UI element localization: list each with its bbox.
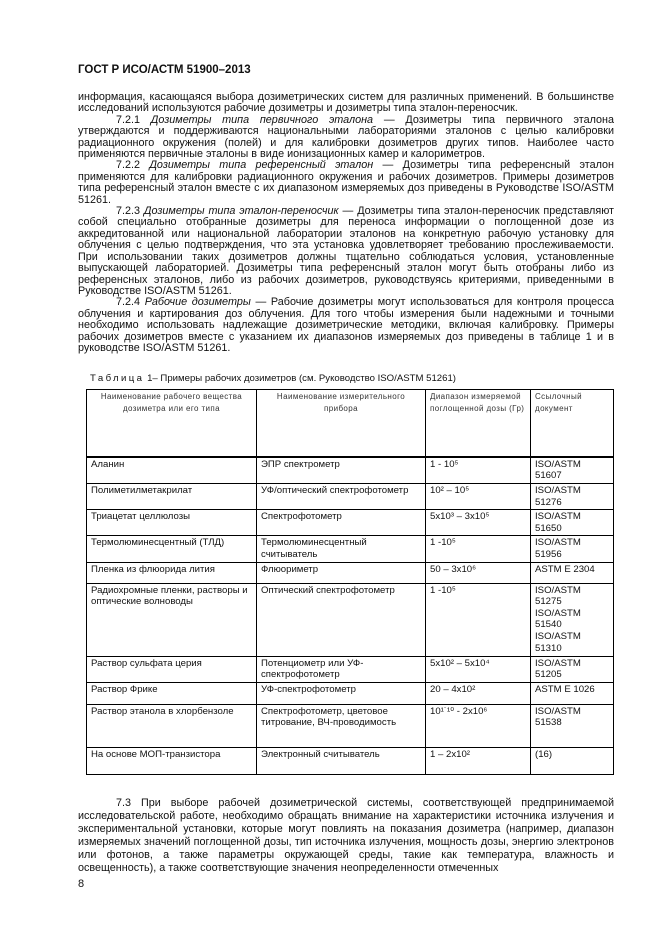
paragraph-7-2-1 (78, 115, 614, 161)
table-cell: Потенциометр или УФ-спектрофотометр (257, 656, 426, 682)
paragraph-title: Дозиметры типа первичного эталона (150, 113, 374, 126)
paragraph-text: 7.3 При выборе рабочей дозиметрической системы, соответствующей предпринимаемой исследовательской работе, необходимо обращать внимание на характеристики источника излучения и экспериментальной установки, которые могут повлиять на показания дозиметра (например, диапазон измеряемых значений поглощенной дозы, тип источника излучения, мощность дозы, энергию электронов или фотонов, а также параметры окружающей среды, такие как температура, влажность и освещенность), а также соответствующие значения неопределенности отмеченных (78, 796, 614, 874)
column-header: Ссылочный документ (531, 390, 614, 457)
table-cell: 5x10² – 5x10⁴ (426, 656, 531, 682)
table-cell: 1 -10⁵ (426, 536, 531, 562)
paragraph-title: Дозиметры типа референсный эталон (149, 159, 374, 172)
table-cell: УФ-спектрофотометр (257, 682, 426, 704)
paragraph-text: — Рабочие дозиметры могут использоваться для контроля процесса облучения и картирования доз облучения. Для того чтобы измерения были надежными и точными необходимо использовать надлежащие дозиметрические методики, включая калибровку. Примеры рабочих дозиметров вместе с указанием их диапазонов измеряемых доз приведены в таблице 1 и в руководстве ISO/ASTM 51261. (78, 296, 614, 354)
page-number: 8 (78, 877, 85, 890)
table-cell: 10¹˙¹⁰ - 2x10⁶ (426, 704, 531, 747)
table-cell: ISO/ASTM 51607 (531, 457, 614, 484)
table-cell: На основе МОП-транзистора (87, 747, 257, 774)
table-caption (90, 373, 614, 385)
table-cell: Оптический спектрофотометр (257, 583, 426, 656)
table-cell: ASTM E 2304 (531, 562, 614, 583)
table-cell: 5x10³ – 3x10⁵ (426, 510, 531, 536)
table-cell: 50 – 3x10⁶ (426, 562, 531, 583)
table-cell: Спектрофотометр (257, 510, 426, 536)
table-cell: Полиметилметакрилат (87, 484, 257, 510)
table-cell: Термолюминесцентный (ТЛД) (87, 536, 257, 562)
table-caption-text: 1– Примеры рабочих дозиметров (см. Руководство ISO/ASTM 51261) (144, 373, 457, 385)
table-row (87, 583, 614, 656)
table-row (87, 536, 614, 562)
paragraph-text: — Дозиметры типа эталон-переносчик представляют собой специально отобранные дозиметры для переноса информации о поглощенной дозе из аккредитованной или национальной лаборатории эталонов на конкретную рабочую установку для облучения с целью подтверждения, что эта установка удовлетворяет требованию прослеживаемости. При использовании таких дозиметров должны тщательно соблюдаться условия, установленные выпускающей лабораторией. Дозиметры типа референсный эталон могут быть отобраны либо из референсных эталонов, либо из рабочих дозиметров, руководствуясь критериями, приведенными в Руководстве ISO/ASTM 51261. (78, 205, 615, 297)
table-cell: Радиохромные пленки, растворы и оптические волноводы (87, 583, 257, 656)
column-header: Наименование рабочего вещества дозиметра или его типа (87, 390, 257, 457)
table-cell: ISO/ASTM 51538 (531, 704, 614, 747)
paragraph-intro (78, 92, 614, 115)
table-row (87, 562, 614, 583)
paragraph-7-3 (78, 797, 614, 875)
paragraph-number: 7.2.1 (116, 113, 151, 126)
table-cell: ISO/ASTM 51275 ISO/ASTM 51540 ISO/ASTM 51310 (531, 583, 614, 656)
dosimeters-table (86, 389, 614, 774)
table-cell: Пленка из флюорида лития (87, 562, 257, 583)
document-header: ГОСТ Р ИСО/АСТМ 51900–2013 (78, 64, 251, 76)
table-cell: 10² – 10⁵ (426, 484, 531, 510)
table-row (87, 457, 614, 484)
paragraph-title: Дозиметры типа эталон-переносчик (143, 205, 339, 218)
table-row (87, 484, 614, 510)
table-cell: Термолюминесцентный считыватель (257, 536, 426, 562)
column-header: Диапазон измеряемой поглощенной дозы (Гр) (426, 390, 531, 457)
table-cell: ISO/ASTM 51650 (531, 510, 614, 536)
table-cell: Аланин (87, 457, 257, 484)
paragraph-text: — Дозиметры типа первичного эталона утверждаются и поддерживаются национальными лабораториями эталонов с целью калибровки радиационного окружения (полей) и для калибровки дозиметров других типов. Наиболее часто применяются первичные эталоны в виде ионизационных камер и калориметров. (78, 113, 615, 161)
table-cell: Раствор Фрике (87, 682, 257, 704)
table-body (87, 457, 614, 774)
table-cell: (16) (531, 747, 614, 774)
paragraph-number: 7.2.3 (116, 205, 144, 218)
table-cell: ISO/ASTM 51276 (531, 484, 614, 510)
table-cell: 1 - 10⁵ (426, 457, 531, 484)
paragraph-text: — Дозиметры типа референсный эталон применяются для калибровки радиационного окружения и рабочих дозиметров. Примеры дозиметров типа референсный эталон вместе с их диапазоном измеряемых доз приведены в Руководстве ISO/ASTM 51261. (78, 159, 615, 206)
paragraph-title: Рабочие дозиметры (144, 296, 251, 309)
table-cell: УФ/оптический спектрофотометр (257, 484, 426, 510)
table-cell: ASTM E 1026 (531, 682, 614, 704)
column-header: Наименование измерительного прибора (257, 390, 426, 457)
table-cell: Раствор этанола в хлорбензоле (87, 704, 257, 747)
table-cell: 20 – 4x10² (426, 682, 531, 704)
table-cell: ISO/ASTM 51205 (531, 656, 614, 682)
table-cell: 1 -10⁵ (426, 583, 531, 656)
paragraph-7-2-4 (78, 297, 614, 354)
table-cell: Спектрофотометр, цветовое титрование, ВЧ-проводимость (257, 704, 426, 747)
table-row (87, 704, 614, 747)
table-header-row (87, 390, 614, 457)
table-row (87, 747, 614, 774)
table-row (87, 682, 614, 704)
table-cell: 1 – 2x10² (426, 747, 531, 774)
paragraph-7-2-3 (78, 206, 614, 297)
body-text (78, 92, 614, 354)
paragraph-7-2-2 (78, 160, 614, 206)
table-cell: ЭПР спектрометр (257, 457, 426, 484)
table-row (87, 656, 614, 682)
paragraph-number: 7.2.2 (116, 159, 150, 172)
table-cell: ISO/ASTM 51956 (531, 536, 614, 562)
table-cell: Флюориметр (257, 562, 426, 583)
paragraph-text: информация, касающаяся выбора дозиметрических систем для различных применений. В большинстве исследований используются рабочие дозиметры и дозиметры типа эталон-переносчик. (78, 91, 614, 115)
paragraph-number: 7.2.4 (116, 296, 145, 309)
table-row (87, 510, 614, 536)
table-caption-label: Таблица (90, 373, 145, 385)
table-cell: Раствор сульфата церия (87, 656, 257, 682)
table-cell: Триацетат целлюлозы (87, 510, 257, 536)
table-cell: Электронный считыватель (257, 747, 426, 774)
